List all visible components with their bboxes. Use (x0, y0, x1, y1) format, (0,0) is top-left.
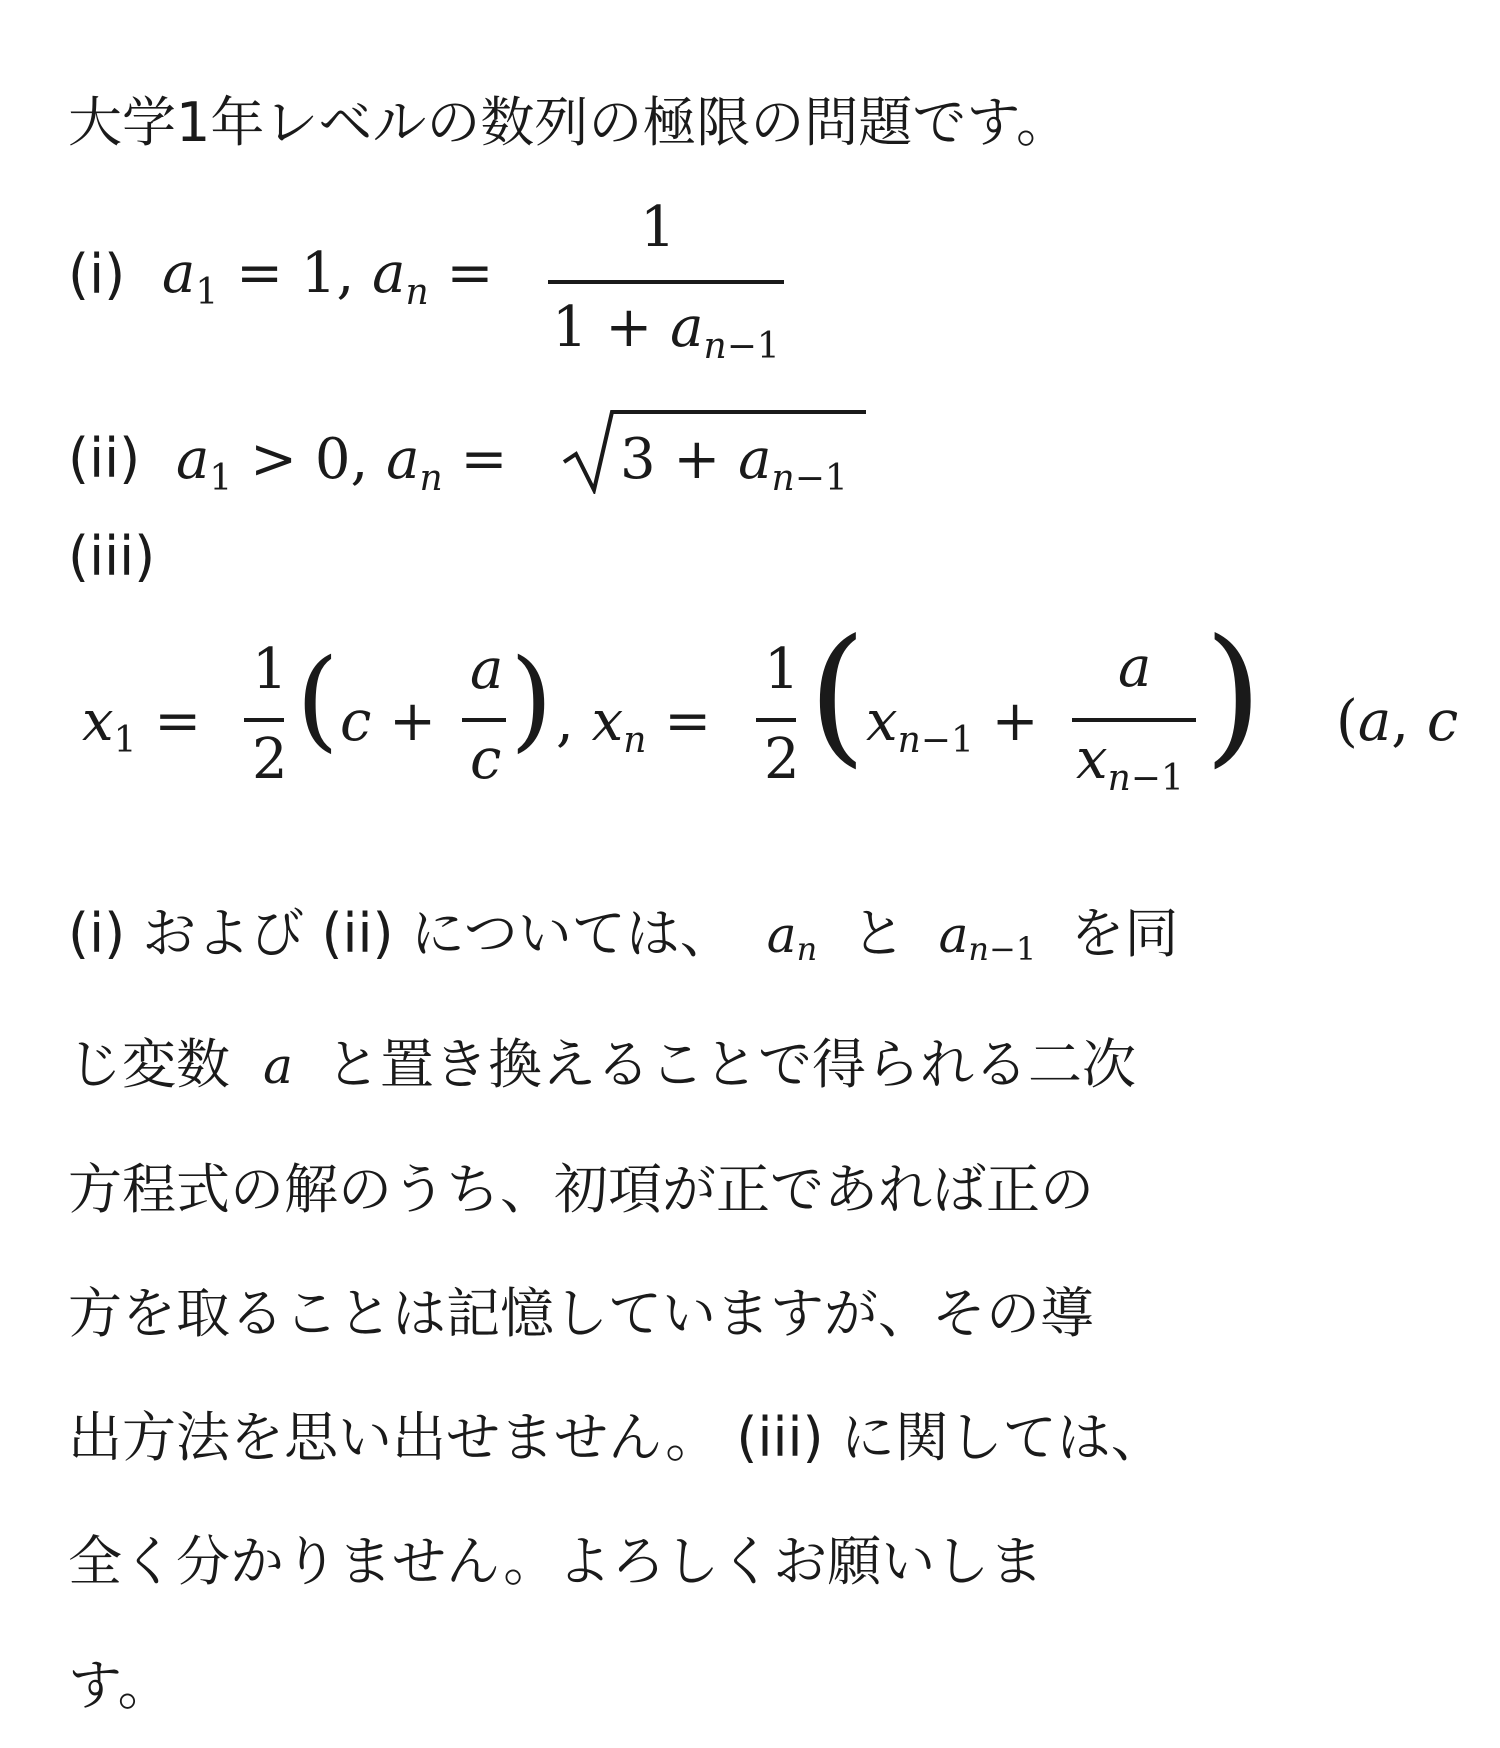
page-title: 大学1年レベルの数列の極限の問題です。 (68, 91, 1071, 154)
problem-i-label: (i) (68, 243, 126, 306)
problem-i-numerator: 1 (640, 195, 676, 260)
fraction-bar (548, 280, 784, 284)
body-paragraph (68, 872, 1438, 1748)
line-4: 方を取ることは記憶していますが、その導 (68, 1282, 1094, 1345)
problem-i-lhs: $a_1 = 1$, $a_n$ = (162, 241, 494, 313)
line-6: 全く分かりません。よろしくお願いしま (68, 1530, 1044, 1593)
problem-ii-formula: $a_1 > 0$, $a_n$ = (176, 427, 508, 499)
problem-ii-radicand: $3 + a_{n-1}$ (620, 427, 848, 499)
line-3: 方程式の解のうち、初項が正であれば正の (68, 1158, 1094, 1221)
problem-iii-label: (iii) (68, 525, 156, 588)
problem-i-denominator: $1 + a_{n-1}$ (552, 295, 780, 367)
line-5: 出方法を思い出せません。 (iii) に関しては、 (68, 1406, 1165, 1469)
line-7: す。 (68, 1654, 172, 1717)
line-2: じ変数 a と置き換えることで得られる二次 (68, 1033, 1136, 1096)
problem-ii-label: (ii) (68, 427, 141, 490)
problem-iii-formula: $x_1$ = 1 2 ( c + a c ) , $x_n$ = 1 2 ( $x_{n-1}$ + a $x_{n-1}$ ) (a, c (82, 608, 1459, 799)
line-1: (i) および (ii) については、 an と an−1 を同 (68, 902, 1179, 968)
